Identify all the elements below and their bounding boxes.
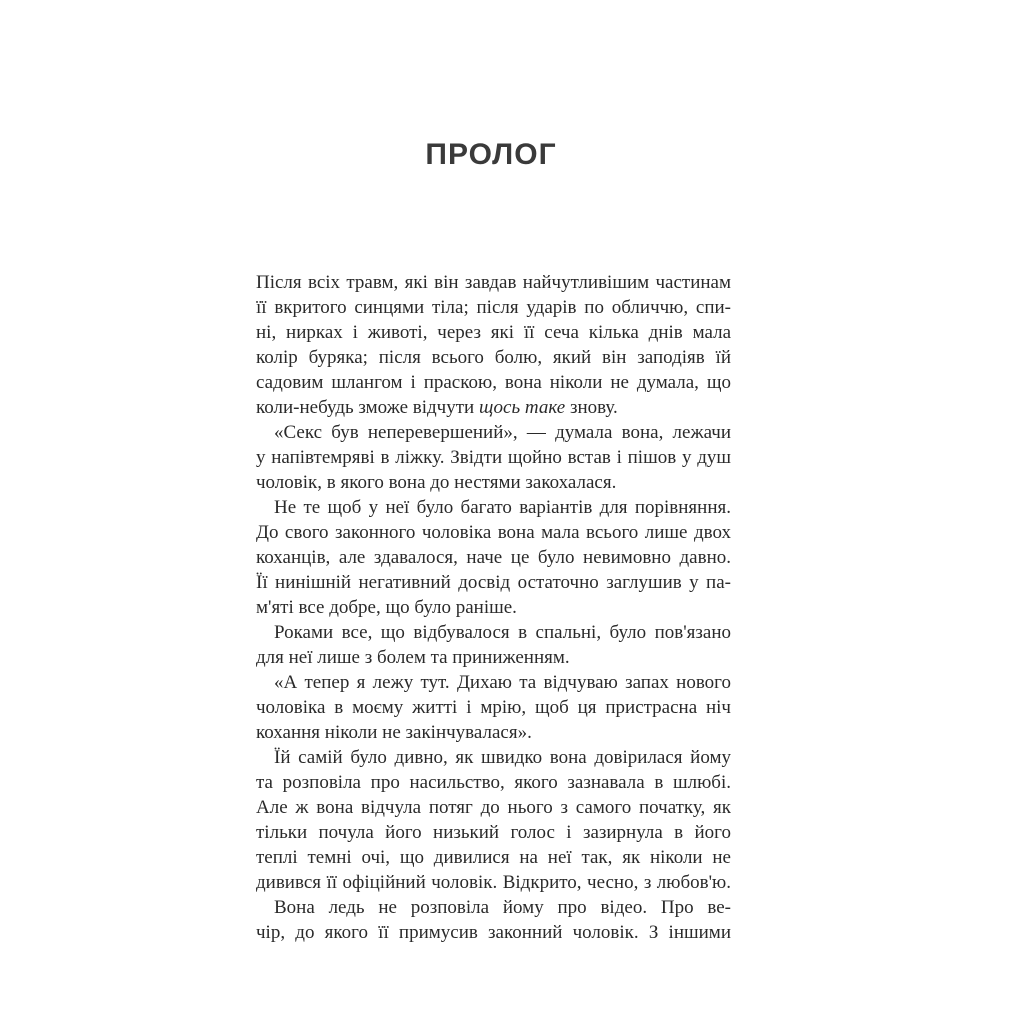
- emphasized-text: щось таке: [478, 397, 566, 418]
- paragraph-7: [256, 895, 731, 945]
- text-line: чоловік, в якого вона до нестями закохалася.: [256, 472, 617, 493]
- text-line: чір, до якого її примусив законний чоловік. З іншими: [256, 922, 731, 943]
- text-line: теплі темні очі, що дивилися на неї так, як ніколи не: [256, 847, 731, 868]
- text-line: чоловіка в моєму житті і мрію, щоб ця пристрасна ніч: [256, 697, 731, 718]
- paragraph-6: [256, 745, 731, 895]
- text-line: дивився її офіційний чоловік. Відкрито, чесно, з любов'ю.: [256, 872, 731, 893]
- text-line: Її нинішній негативний досвід остаточно заглушив у па-: [256, 572, 731, 593]
- text-line: До свого законного чоловіка вона мала всього лише двох: [256, 522, 731, 543]
- text-line: для неї лише з болем та приниженням.: [256, 647, 570, 668]
- text-line: Їй самій було дивно, як швидко вона довірилася йому: [274, 747, 731, 768]
- text-line-with-emphasis: [256, 395, 731, 420]
- text-line: кохання ніколи не закінчувалася».: [256, 722, 532, 743]
- text-line: ні, нирках і животі, через які її сеча кілька днів мала: [256, 322, 731, 343]
- text-line: «А тепер я лежу тут. Дихаю та відчуваю запах нового: [274, 672, 731, 693]
- text-line: коханців, але здавалося, наче це було невимовно давно.: [256, 547, 731, 568]
- text-line: Після всіх травм, які він завдав найчутливішим частинам: [256, 272, 731, 293]
- text-line: садовим шлангом і праскою, вона ніколи не думала, що: [256, 372, 731, 393]
- paragraph-3: [256, 495, 731, 620]
- text-fragment: коли-небудь зможе відчути: [256, 397, 479, 418]
- text-line: Роками все, що відбувалося в спальні, було пов'язано: [274, 622, 731, 643]
- paragraph-5: [256, 670, 731, 745]
- text-line: Вона ледь не розповіла йому про відео. Про ве-: [274, 897, 731, 918]
- text-line: м'яті все добре, що було раніше.: [256, 597, 517, 618]
- text-line: у напівтемряві в ліжку. Звідти щойно встав і пішов у душ: [256, 447, 731, 468]
- text-line: Але ж вона відчула потяг до нього з самого початку, як: [256, 797, 731, 818]
- chapter-title: ПРОЛОГ: [425, 138, 557, 171]
- text-fragment: знову.: [565, 397, 618, 418]
- text-line: тільки почула його низький голос і зазирнула в його: [256, 822, 731, 843]
- paragraph-1: [256, 270, 731, 420]
- paragraph-4: [256, 620, 731, 670]
- paragraph-2: [256, 420, 731, 495]
- text-line: колір буряка; після всього болю, який він заподіяв їй: [256, 347, 731, 368]
- text-line: її вкритого синцями тіла; після ударів по обличчю, спи-: [256, 297, 731, 318]
- text-line: та розповіла про насильство, якого зазнавала в шлюбі.: [256, 772, 731, 793]
- text-line: «Секс був неперевершений», — думала вона, лежачи: [274, 422, 731, 443]
- text-line: Не те щоб у неї було багато варіантів для порівняння.: [274, 497, 731, 518]
- body-text: [256, 270, 731, 945]
